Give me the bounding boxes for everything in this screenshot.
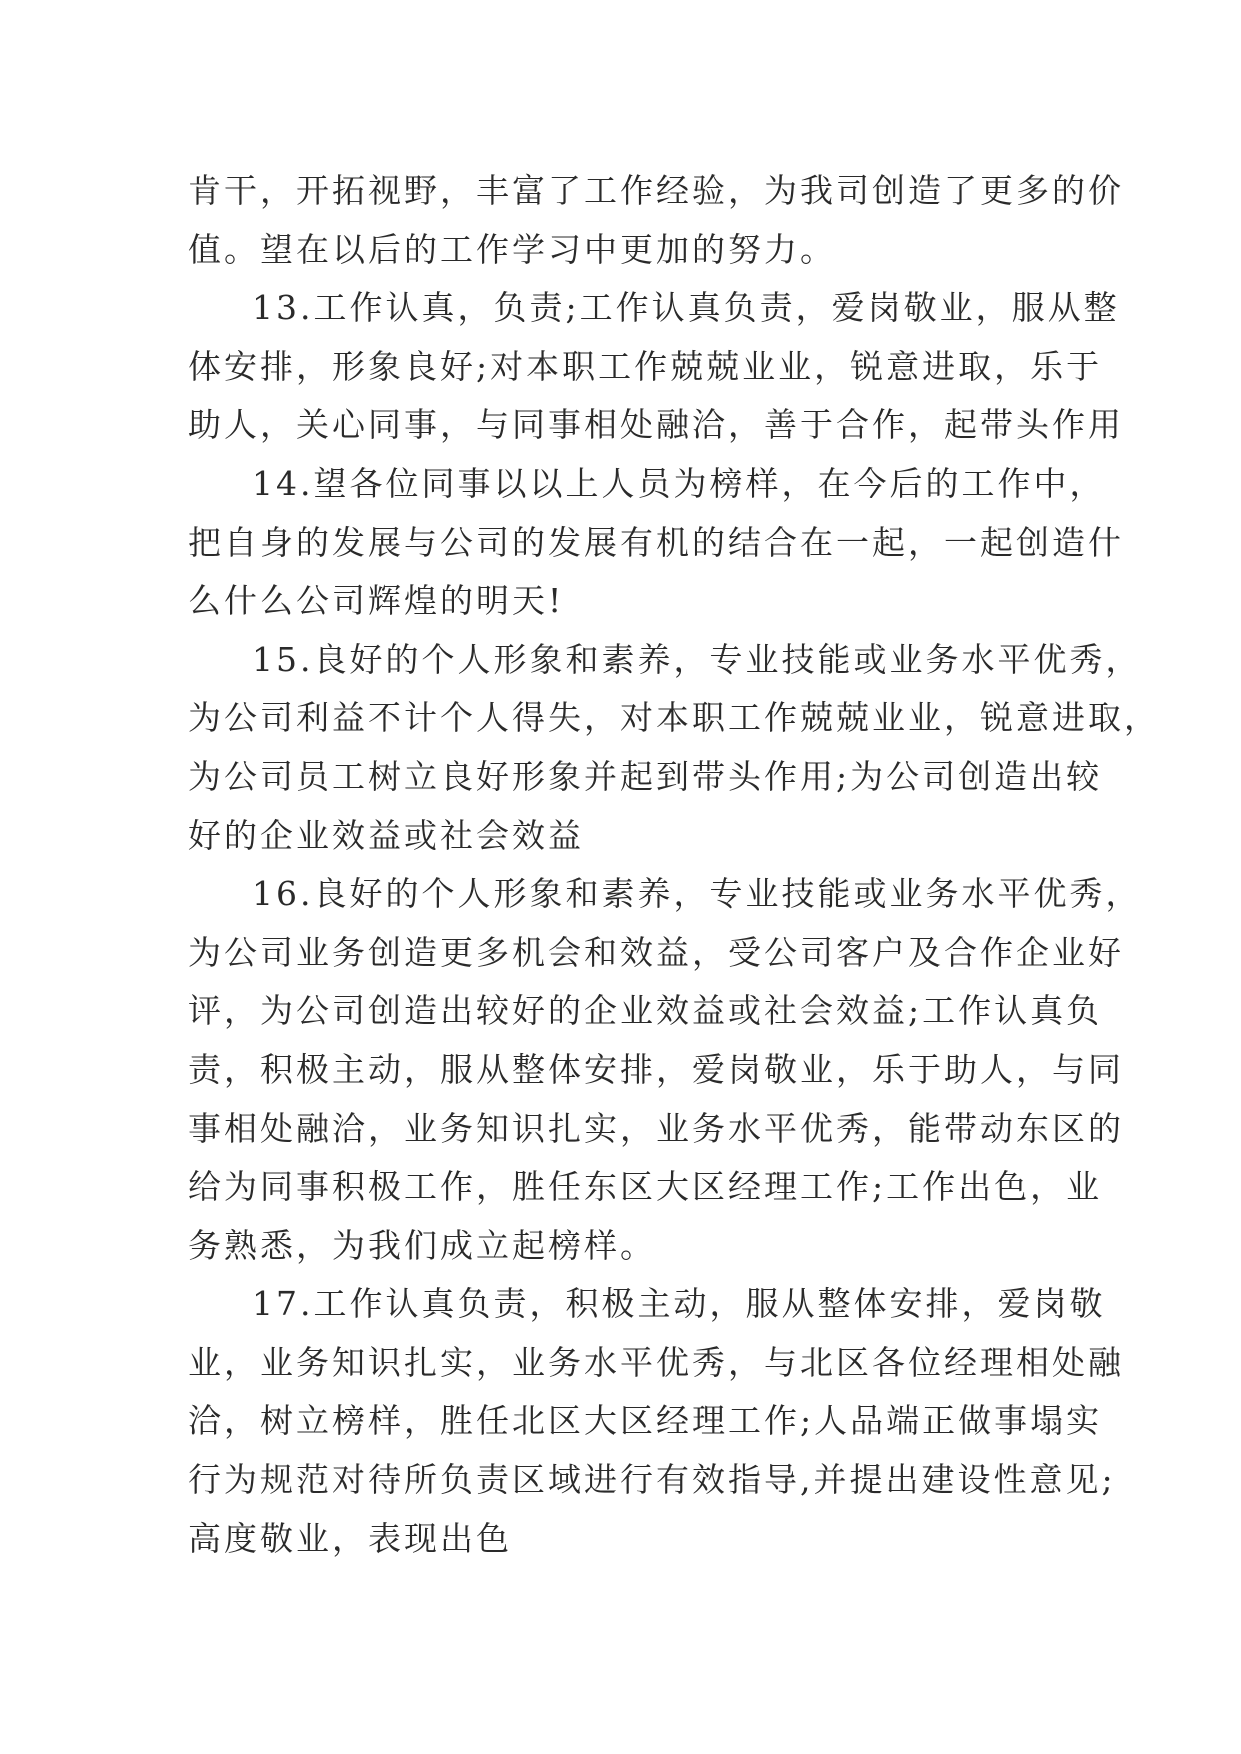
paragraph-15-start: 15.良好的个人形象和素养，专业技能或业务水平优秀， (252, 639, 1142, 679)
text-line: 体安排，形象良好;对本职工作兢兢业业，锐意进取，乐于 (188, 346, 1103, 386)
text-line: 务熟悉，为我们成立起榜样。 (188, 1225, 656, 1265)
text-line: 助人，关心同事，与同事相处融洽，善于合作，起带头作用 (188, 405, 1124, 445)
text-line: 么什么公司辉煌的明天! (188, 581, 565, 621)
text-line: 洽，树立榜样，胜任北区大区经理工作;人品端正做事塌实 (188, 1401, 1103, 1441)
text-line: 给为同事积极工作，胜任东区大区经理工作;工作出色，业 (188, 1167, 1103, 1207)
text-line: 肯干，开拓视野，丰富了工作经验，为我司创造了更多的价 (188, 171, 1124, 210)
text-line: 为公司利益不计个人得失，对本职工作兢兢业业，锐意进取， (188, 698, 1160, 738)
text-line: 好的企业效益或社会效益 (188, 815, 584, 855)
paragraph-17-start: 17.工作认真负责，积极主动，服从整体安排，爱岗敬 (252, 1284, 1106, 1324)
text-line: 为公司业务创造更多机会和效益，受公司客户及合作企业好 (188, 932, 1124, 972)
text-line: 把自身的发展与公司的发展有机的结合在一起，一起创造什 (188, 522, 1124, 562)
text-line: 责，积极主动，服从整体安排，爱岗敬业，乐于助人，与同 (188, 1049, 1124, 1089)
paragraph-13-start: 13.工作认真，负责;工作认真负责，爱岗敬业，服从整 (252, 288, 1120, 328)
text-line: 业，业务知识扎实，业务水平优秀，与北区各位经理相处融 (188, 1342, 1124, 1382)
text-line: 评，为公司创造出较好的企业效益或社会效益;工作认真负 (188, 991, 1103, 1031)
text-line: 行为规范对待所负责区域进行有效指导,并提出建设性意见; (188, 1460, 1116, 1500)
text-line: 为公司员工树立良好形象并起到带头作用;为公司创造出较 (188, 756, 1103, 796)
paragraph-14-start: 14.望各位同事以以上人员为榜样，在今后的工作中， (252, 463, 1106, 503)
text-line: 值。望在以后的工作学习中更加的努力。 (188, 229, 836, 269)
text-line: 高度敬业，表现出色 (188, 1518, 512, 1558)
text-line: 事相处融洽，业务知识扎实，业务水平优秀，能带动东区的 (188, 1108, 1124, 1148)
paragraph-16-start: 16.良好的个人形象和素养，专业技能或业务水平优秀， (252, 874, 1142, 914)
body-text (188, 162, 1160, 1568)
